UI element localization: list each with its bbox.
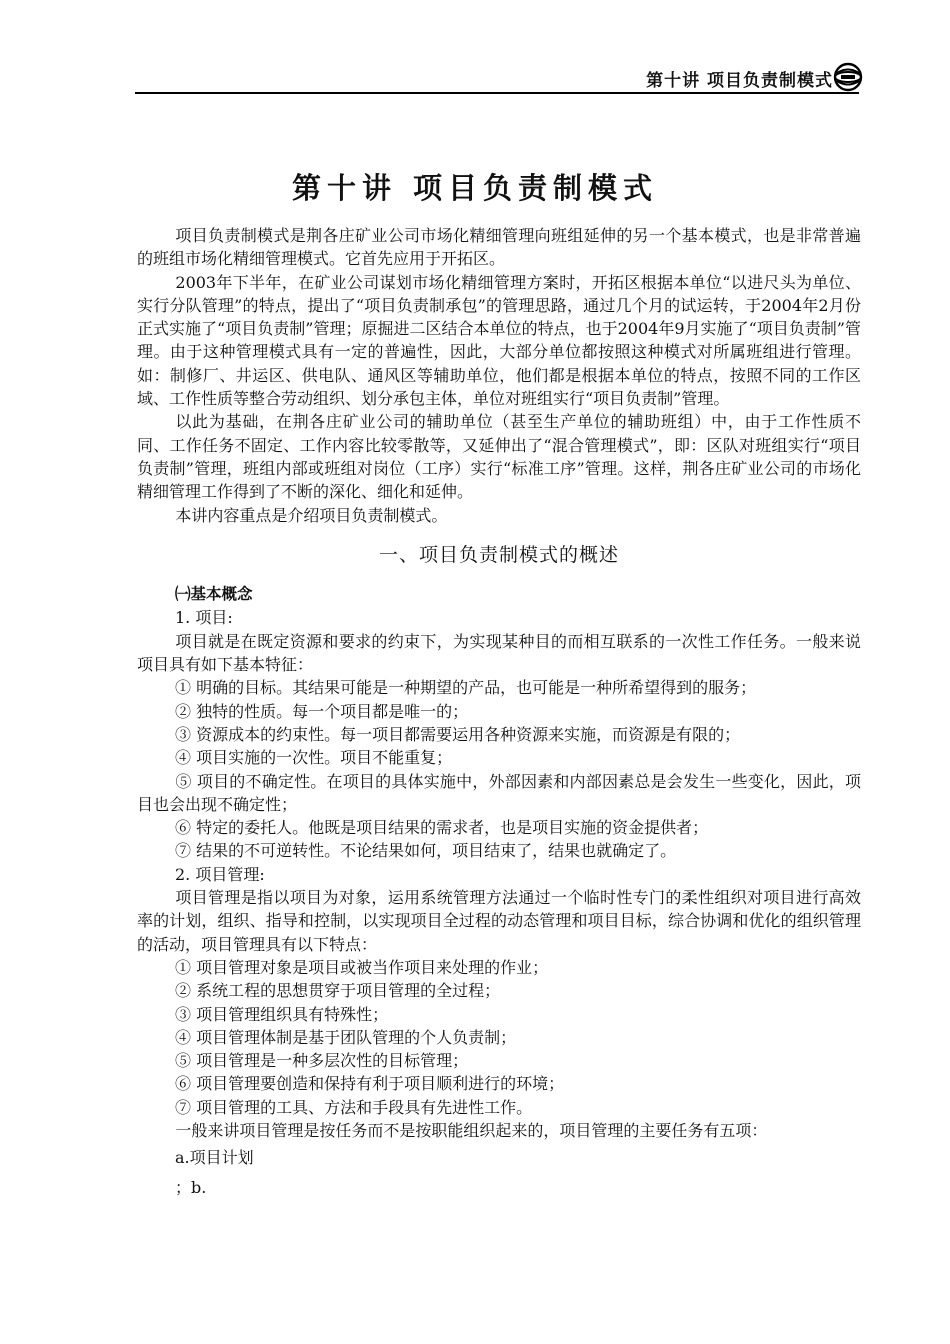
task-item: ；b.: [175, 1177, 207, 1197]
feature-item: ① 明确的目标。其结果可能是一种期望的产品，也可能是一种所希望得到的服务；: [175, 678, 757, 698]
feature-item: ⑤ 项目的不确定性。在项目的具体实施中，外部因素和内部因素总是会发生一些变化，因此，项目也会出现不确定性；: [137, 771, 861, 814]
management-feature-item: ⑥ 项目管理要创造和保持有利于项目顺利进行的环境；: [175, 1074, 565, 1094]
tasks-intro: 一般来讲项目管理是按任务而不是按职能组织起来的，项目管理的主要任务有五项：: [175, 1120, 768, 1140]
page-title: 第十讲 项目负责制模式: [291, 171, 659, 205]
management-feature-item: ① 项目管理对象是项目或被当作项目来处理的作业；: [175, 957, 549, 977]
project-definition: 项目就是在既定资源和要求的约束下，为实现某种目的而相互联系的一次性工作任务。一般来说项目具有如下基本特征：: [137, 631, 861, 675]
item-label-project-management: 2. 项目管理:: [175, 864, 265, 884]
task-item: a.项目计划: [175, 1148, 254, 1168]
management-feature-item: ④ 项目管理体制是基于团队管理的个人负责制；: [175, 1027, 517, 1047]
intro-paragraph: 以此为基础，在荆各庄矿业公司的辅助单位（甚至生产单位的辅助班组）中，由于工作性质不同、工作任务不固定、工作内容比较零散等，又延伸出了“混合管理模式”，即：区队对班组实行“项目负责制”管理，班组内部或班组对岗位（工序）实行“标准工序”管理。这样，荆各庄矿业公司的市场化精细管理工作得到了不断的深化、细化和延伸。: [137, 412, 861, 502]
running-title: 第十讲 项目负责制模式: [646, 71, 833, 91]
page-header: [135, 62, 859, 94]
feature-item: ② 独特的性质。每一个项目都是唯一的；: [175, 701, 469, 721]
feature-item: ⑦ 结果的不可逆转性。不论结果如何，项目结束了，结果也就确定了。: [175, 841, 677, 861]
management-feature-item: ⑤ 项目管理是一种多层次性的目标管理；: [175, 1051, 469, 1071]
feature-item: ④ 项目实施的一次性。项目不能重复；: [175, 748, 453, 768]
intro-paragraph: 项目负责制模式是荆各庄矿业公司市场化精细管理向班组延伸的另一个基本模式，也是非常普遍的班组市场化精细管理模式。它首先应用于开拓区。: [137, 226, 861, 269]
project-management-definition: 项目管理是指以项目为对象，运用系统管理方法通过一个临时性专门的柔性组织对项目进行高效率的计划，组织、指导和控制，以实现项目全过程的动态管理和项目目标，综合协调和优化的组织管理的活动，项目管理具有以下特点：: [137, 888, 861, 954]
section-heading: 一、项目负责制模式的概述: [378, 543, 619, 566]
management-feature-item: ② 系统工程的思想贯穿于项目管理的全过程；: [175, 981, 501, 1001]
intro-paragraph: 2003年下半年，在矿业公司谋划市场化精细管理方案时，开拓区根据本单位“以进尺头为单位、实行分队管理”的特点，提出了“项目负责制承包”的管理思路，通过几个月的试运转，于2004年2月份正式实施了“项目负责制”管理；原掘进二区结合本单位的特点，也于2004年9月实施了“项目负责制”管理。由于这种管理模式具有一定的普遍性，因此，大部分单位都按照这种模式对所属班组进行管理。如：制修厂、井运区、供电队、通风区等辅助单位，他们都是根据本单位的特点，按照不同的工作区域、工作性质等整合劳动组织、划分承包主体，单位对班组实行“项目负责制”管理。: [137, 272, 861, 409]
feature-item: ③ 资源成本的约束性。每一项目都需要运用各种资源来实施，而资源是有限的；: [175, 724, 741, 744]
header-rule: [135, 92, 859, 94]
management-feature-item: ⑦ 项目管理的工具、方法和手段具有先进性工作。: [175, 1097, 533, 1117]
management-feature-item: ③ 项目管理组织具有特殊性；: [175, 1004, 389, 1024]
company-logo-icon: [833, 62, 863, 92]
intro-paragraph: 本讲内容重点是介绍项目负责制模式。: [175, 505, 448, 525]
feature-item: ⑥ 特定的委托人。他既是项目结果的需求者，也是项目实施的资金提供者；: [175, 818, 709, 838]
document-body: [137, 224, 861, 1199]
item-label-project: 1. 项目:: [175, 608, 233, 628]
subsection-heading: ㈠基本概念: [175, 585, 253, 604]
